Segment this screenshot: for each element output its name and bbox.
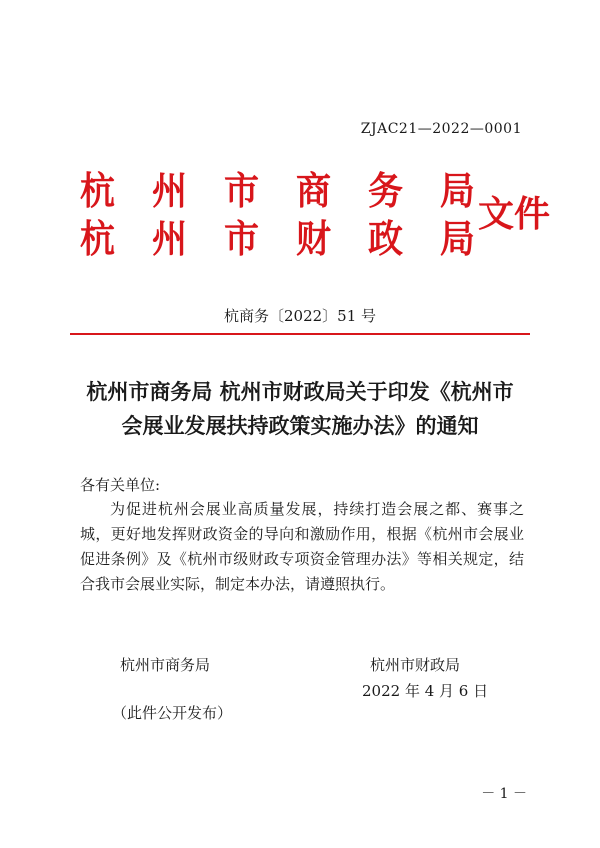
issuer-char: 市	[223, 169, 259, 214]
body-paragraph: 为促进杭州会展业高质量发展，持续打造会展之都、赛事之城，更好地发挥财政资金的导向和激励作用，根据《杭州市会展业促进条例》及《杭州市级财政专项资金管理办法》等相关规定，结合我市会展业实际，制定本办法，请遵照执行。	[80, 500, 524, 593]
notice-title-line2: 会展业发展扶持政策实施办法》的通知	[121, 413, 479, 438]
issuer-char: 局	[439, 217, 475, 262]
document-number: 杭商务〔2022〕51 号	[223, 307, 377, 325]
page-number: － 1 －	[481, 786, 527, 802]
issuer-char: 杭	[80, 169, 116, 214]
issuer-char: 务	[367, 169, 403, 214]
file-mark: 文件	[478, 193, 551, 235]
red-divider	[70, 333, 530, 335]
issuer-char: 州	[151, 217, 187, 262]
signature-finance-bureau: 杭州市财政局	[370, 656, 461, 674]
issuer-char: 商	[295, 169, 331, 214]
issuer-char: 局	[439, 169, 475, 214]
signature-commerce-bureau: 杭州市商务局	[120, 656, 211, 674]
issuer-commerce-bureau	[80, 164, 475, 214]
issuer-char: 杭	[80, 217, 116, 262]
issuer-finance-bureau	[80, 212, 475, 262]
notice-title-line1: 杭州市商务局 杭州市财政局关于印发《杭州市	[86, 379, 514, 404]
issuer-char: 政	[367, 217, 403, 262]
document-code: ZJAC21—2022—0001	[360, 121, 522, 137]
salutation: 各有关单位:	[80, 476, 161, 494]
issuer-char: 市	[223, 217, 259, 262]
issuer-char: 州	[151, 169, 187, 214]
signature-date: 2022 年 4 月 6 日	[362, 682, 489, 700]
issuer-char: 财	[295, 217, 331, 262]
publish-note: （此件公开发布）	[112, 704, 233, 722]
